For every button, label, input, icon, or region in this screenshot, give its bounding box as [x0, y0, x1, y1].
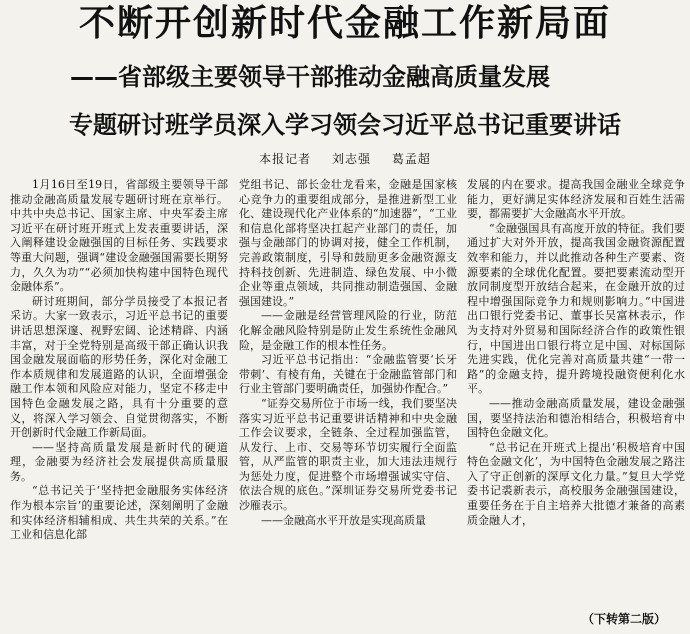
section-lead: ——坚持高质量发展是新时代的硬道理，金融要为经济社会发展提供高质量服务。 — [10, 440, 228, 483]
subtitle: ——省部级主要领导干部推动金融高质量发展 — [70, 63, 550, 91]
article-column-3 — [467, 178, 685, 628]
byline-label: 本报记者 — [259, 152, 312, 166]
section-lead: ——金融是经营管理风险的行业，防范化解金融风险特别是防止发生系统性金融风险，是金融工作的根本性任务。 — [239, 309, 457, 352]
paragraph: 研讨班期间，部分学员接受了本报记者采访。大家一致表示，习近平总书记的重要讲话思想深邃、视野宏阔、论述精辟、内涵丰富，对于全党特别是高级干部正确认识我国金融发展面临的形势任务，深化对金融工作本质规律和发展道路的认识，全面增强金融工作本领和风险应对能力，坚定不移走中国特色金融发展之路，具有十分重要的意义，将深入学习领会、自觉贯彻落实，不断开创新时代金融工作新局面。 — [10, 294, 228, 440]
paragraph: “总书记在开班式上提出‘积极培育中国特色金融文化’，为中国特色金融发展之路注入了守正创新的深厚文化力量。”复旦大学党委书记裘新表示，高校服务金融强国建设，重要任务在于自主培养大批德才兼备的高素质金融人才， — [467, 440, 685, 527]
paragraph: 发展的内在要求。提高我国金融业全球竞争能力，更好满足实体经济发展和百姓生活需要，都需要扩大金融高水平开放。 — [467, 178, 685, 221]
continued-on-page-note: （下转第二版） — [578, 609, 670, 628]
subtitle-second-line: 专题研讨班学员深入学习领会习近平总书记重要讲话 — [69, 111, 621, 139]
reporter-name: 葛孟超 — [391, 152, 431, 166]
section-lead: ——金融高水平开放是实现高质量 — [261, 513, 426, 527]
article-column-2 — [239, 178, 457, 628]
paragraph: 1月16日至19日，省部级主要领导干部推动金融高质量发展专题研讨班在京举行。中共中央总书记、国家主席、中央军委主席习近平在研讨班开班式上发表重要讲话，深入阐释建设金融强国的目标任务、实践要求等重大问题，强调“建设金融强国需要长期努力，久久为功”“必须加快构建中国特色现代金融体系”。 — [10, 178, 228, 294]
reporter-name: 刘志强 — [331, 152, 371, 166]
paragraph: 党组书记、部长金壮龙看来，金融是国家核心竞争力的重要组成部分，是推进新型工业化、建设现代化产业体系的“加速器”，“工业和信息化部将坚决扛起产业部门的责任，加强与金融部门的协调对接，健全工作机制，完善政策制度，引导和鼓励更多金融资源支持科技创新、先进制造、绿色发展、中小微企业等重点领域，共同推动制造强国、金融强国建设。” — [239, 178, 457, 308]
article-column-1 — [10, 178, 228, 628]
paragraph: 习近平总书记指出：“金融监管要‘长牙带刺’、有棱有角，关键在于金融监管部门和行业主管部门要明确责任，加强协作配合。” — [239, 353, 457, 396]
paragraph: “证券交易所位于市场一线，我们要坚决落实习近平总书记重要讲话精神和中央金融工作会议要求，全链条、全过程加强监管，从发行、上市、交易等环节切实履行全面监管，从严监管的职责主业，加大违法违规行为惩处力度，促进整个市场增强诚实守信、依法合规的底色。”深圳证券交易所党委书记沙雁表示。 — [239, 396, 457, 513]
section-lead: ——推动金融高质量发展，建设金融强国，要坚持法治和德治相结合，积极培育中国特色金融文化。 — [467, 396, 685, 440]
paragraph: “金融强国具有高度开放的特征。我们要通过扩大对外开放，提高我国金融资源配置效率和能力，并以此推动各种生产要素、资源要素的全球优化配置。要把要素流动型开放同制度型开放结合起来，在金融开放的过程中增强国际竞争力和规则影响力。”中国进出口银行党委书记、董事长吴富林表示，作为支持对外贸易和国际经济合作的政策性银行，中国进出口银行将立足中国、对标国际先进实践，优化完善对高质量共建“一带一路”的金融支持，提升跨境投融资便利化水平。 — [467, 221, 685, 396]
byline — [0, 151, 690, 167]
paragraph: “总书记关于‘坚持把金融服务实体经济作为根本宗旨’的重要论述，深刻阐明了金融和实体经济相辅相成、共生共荣的关系。”在工业和信息化部 — [10, 484, 228, 542]
headline: 不断开创新时代金融工作新局面 — [78, 3, 611, 44]
